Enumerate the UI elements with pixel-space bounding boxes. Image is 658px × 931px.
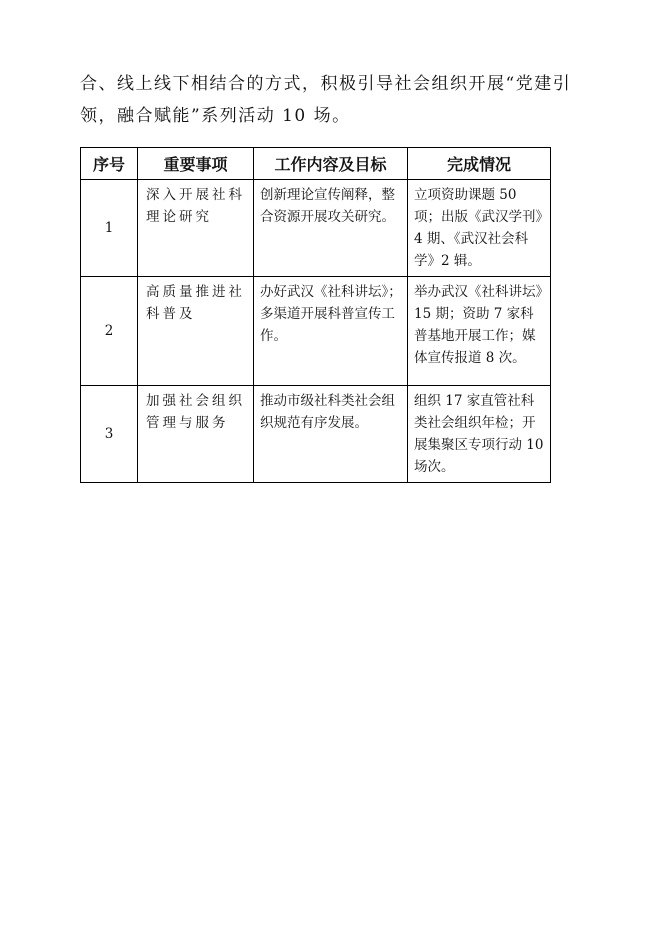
row-item: 加强社会组织管理与服务 xyxy=(138,386,254,483)
table-row xyxy=(81,277,551,386)
row-index: 2 xyxy=(81,277,138,386)
row-item: 深入开展社科理论研究 xyxy=(138,180,254,277)
table-row xyxy=(81,386,551,483)
header-index: 序号 xyxy=(81,148,138,180)
header-result: 完成情况 xyxy=(408,148,551,180)
task-table xyxy=(80,147,551,483)
body-paragraph xyxy=(80,68,580,132)
row-result: 立项资助课题 50 项；出版《武汉学刊》4 期、《武汉社会科学》2 辑。 xyxy=(408,180,551,277)
row-result: 组织 17 家直管社科类社会组织年检；开展集聚区专项行动 10 场次。 xyxy=(408,386,551,483)
row-item: 高质量推进社科普及 xyxy=(138,277,254,386)
row-index: 1 xyxy=(81,180,138,277)
row-content: 办好武汉《社科讲坛》；多渠道开展科普宣传工作。 xyxy=(254,277,408,386)
header-item: 重要事项 xyxy=(138,148,254,180)
table-header-row xyxy=(81,148,551,180)
row-index: 3 xyxy=(81,386,138,483)
paragraph-line-2: 领，融合赋能”系列活动 10 场。 xyxy=(80,106,351,126)
paragraph-line-1: 合、线上线下相结合的方式，积极引导社会组织开展“党建引 xyxy=(80,74,572,94)
header-content: 工作内容及目标 xyxy=(254,148,408,180)
row-content: 创新理论宣传阐释，整合资源开展攻关研究。 xyxy=(254,180,408,277)
row-content: 推动市级社科类社会组织规范有序发展。 xyxy=(254,386,408,483)
table-row xyxy=(81,180,551,277)
row-result: 举办武汉《社科讲坛》15 期；资助 7 家科普基地开展工作；媒体宣传报道 8 次。 xyxy=(408,277,551,386)
